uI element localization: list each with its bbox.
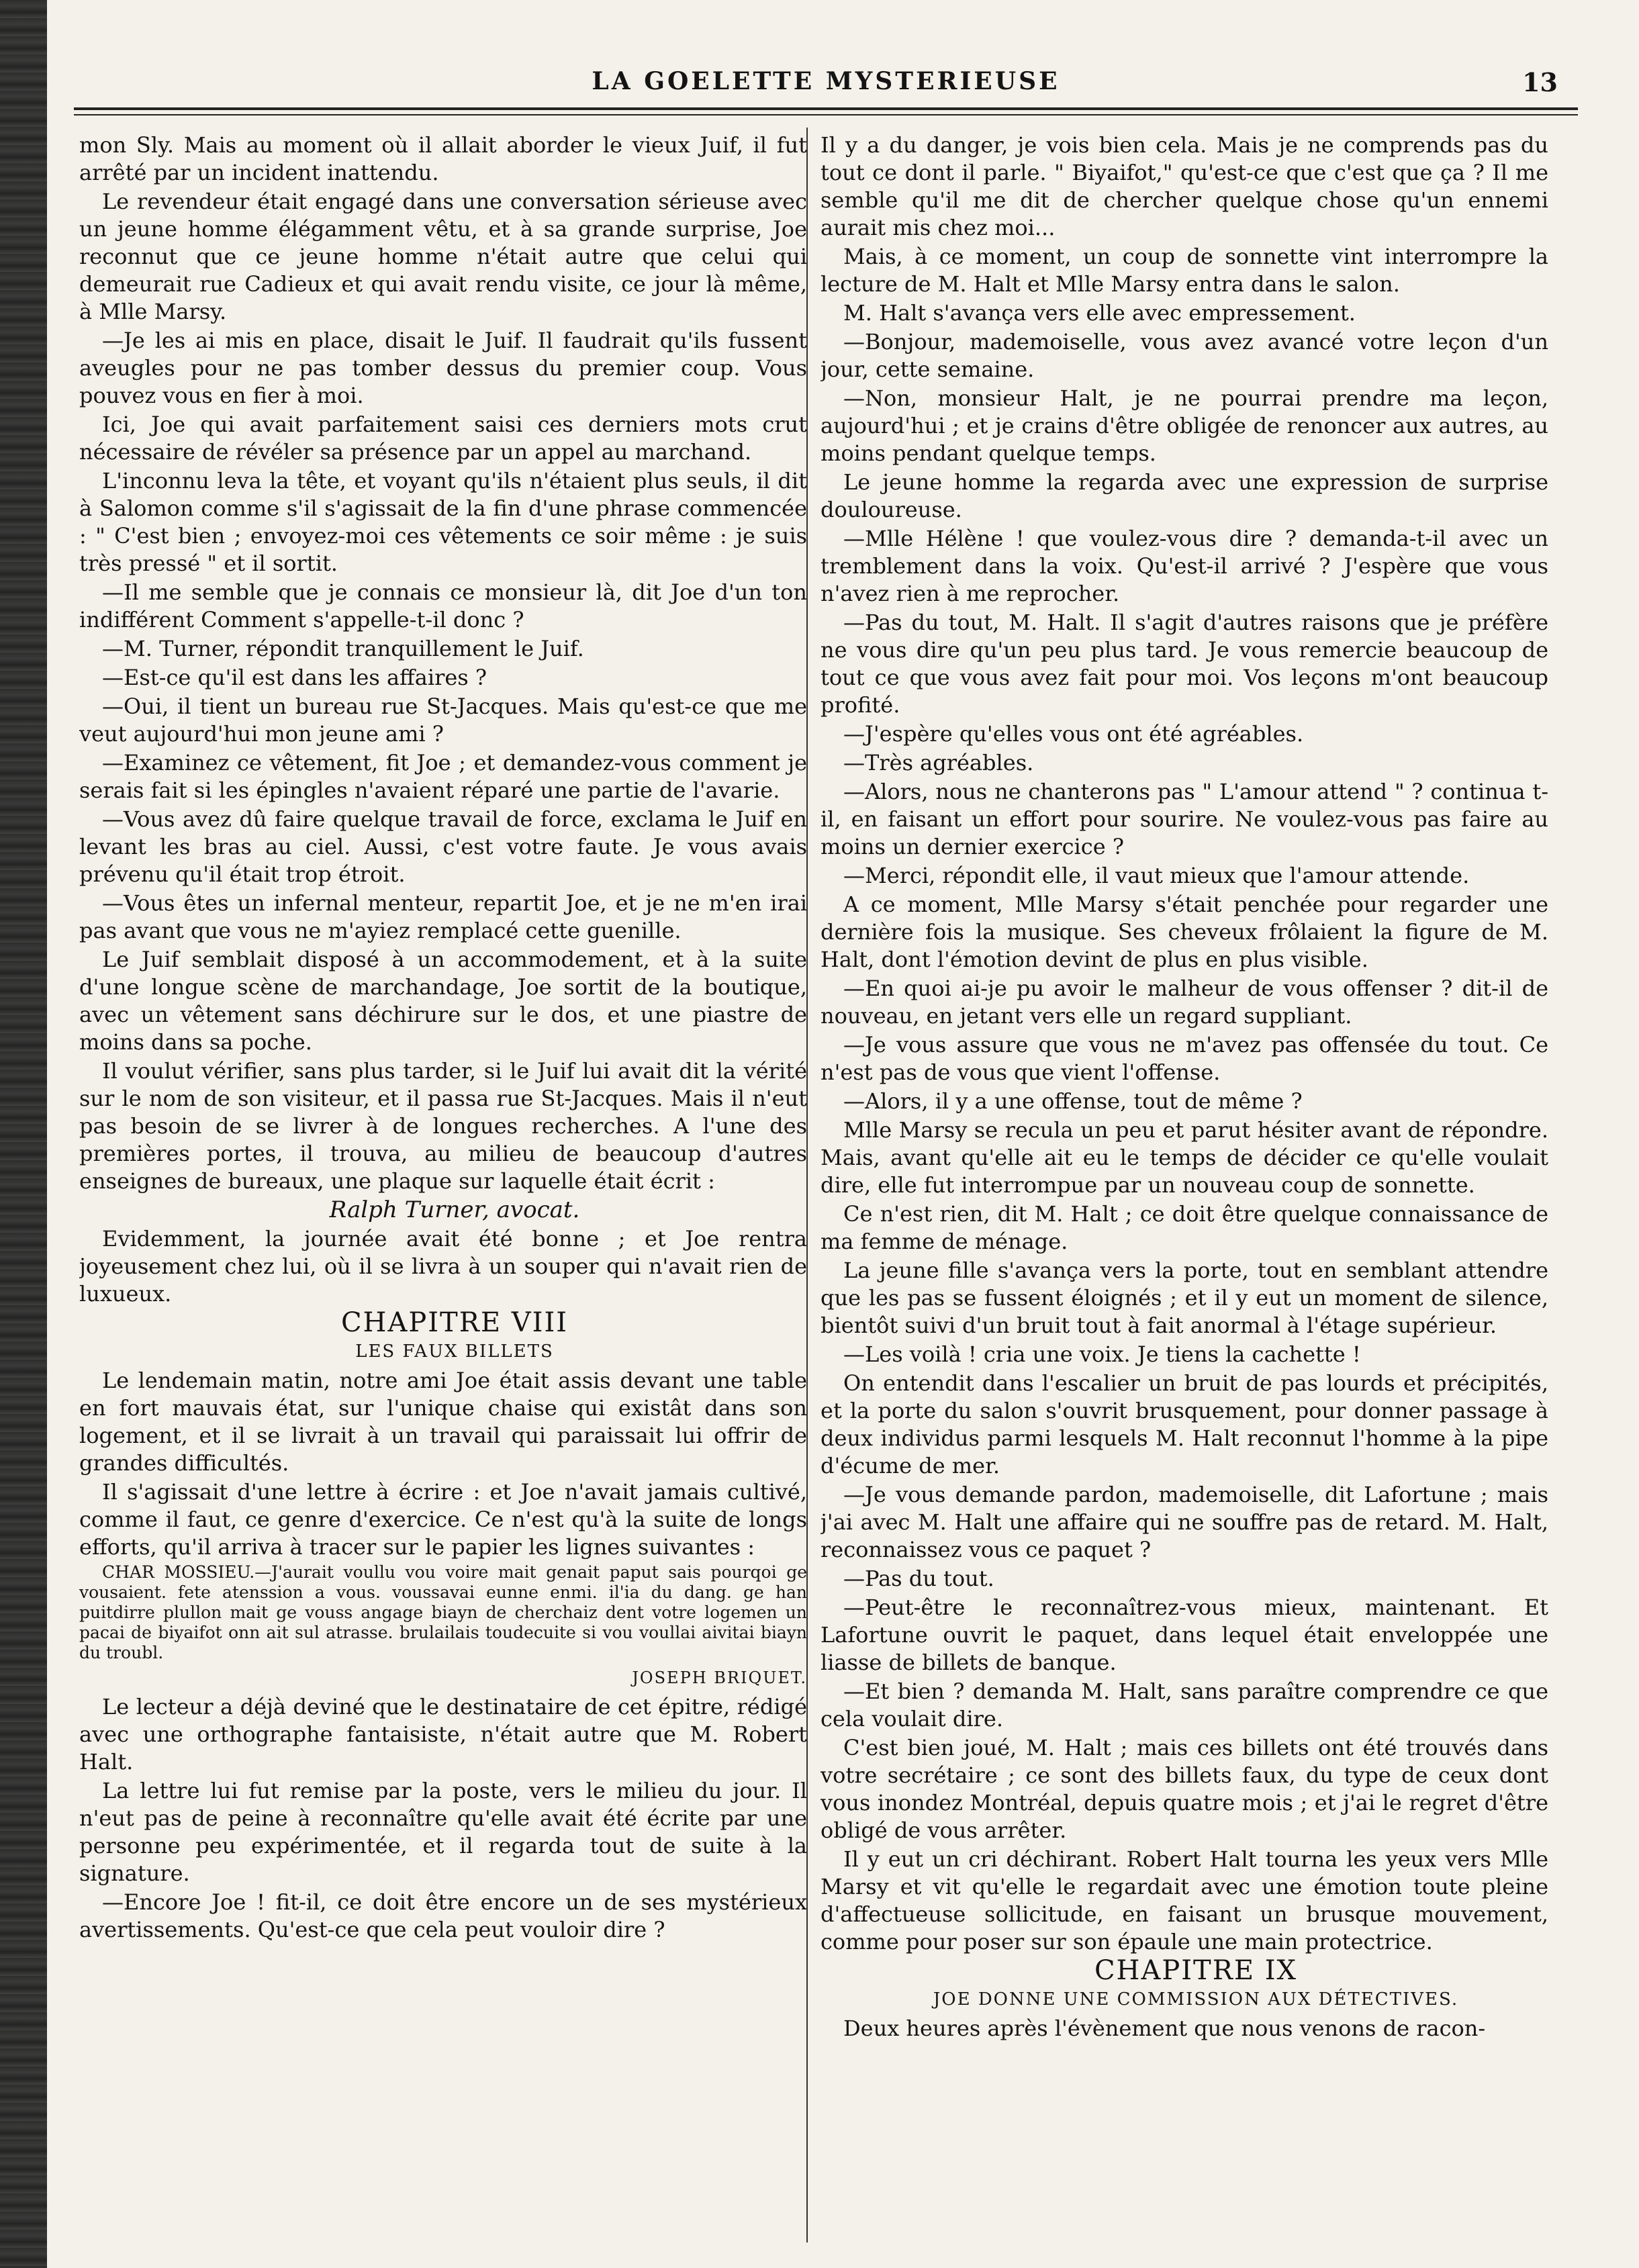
paragraph: —En quoi ai-je pu avoir le malheur de vous offenser ? dit-il de nouveau, en jetant vers elle un regard suppliant. [821,976,1548,1029]
paragraph: La lettre lui fut remise par la poste, vers le milieu du jour. Il n'eut pas de peine à reconnaître qu'elle avait été écrite par une personne peu expérimentée, et il regarda tout de suite à la signature. [79,1778,807,1886]
running-header [74,64,1578,105]
chapter-subtitle: LES FAUX BILLETS [355,1341,554,1362]
paragraph: Le jeune homme la regarda avec une expression de surprise douloureuse. [821,469,1548,522]
paragraph: Ce n'est rien, dit M. Halt ; ce doit être quelque connaissance de ma femme de ménage. [821,1201,1548,1254]
paragraph: —Pas du tout. [843,1566,994,1591]
left-column [79,132,807,2226]
header-rule-thin [74,114,1578,115]
paragraph: —Est-ce qu'il est dans les affaires ? [102,665,487,690]
running-title: LA GOELETTE MYSTERIEUSE [592,67,1060,95]
paragraph: Mlle Marsy se recula un peu et parut hésiter avant de répondre. Mais, avant qu'elle ait eu le temps de décider ce qu'elle voulait dire, elle fut interrompue par un nouveau coup de sonnette. [821,1117,1548,1198]
paragraph: M. Halt s'avança vers elle avec empressement. [843,300,1356,326]
paragraph: —Il me semble que je connais ce monsieur là, dit Joe d'un ton indifférent Comment s'appelle-t-il donc ? [79,579,807,632]
paragraph: La jeune fille s'avança vers la porte, tout en semblant attendre que les pas se fussent éloignés ; et il y eut un moment de silence, bientôt suivi d'un bruit tout à fait anormal à l'étage supérieur. [821,1258,1548,1338]
paragraph: —Alors, il y a une offense, tout de même ? [843,1088,1303,1114]
paragraph: Mais, à ce moment, un coup de sonnette vint interrompre la lecture de M. Halt et Mlle Marsy entra dans le salon. [821,244,1548,297]
paragraph: —Et bien ? demanda M. Halt, sans paraître comprendre ce que cela voulait dire. [821,1679,1548,1732]
paragraph: mon Sly. Mais au moment où il allait aborder le vieux Juif, il fut arrêté par un incident inattendu. [79,132,807,185]
paragraph: —M. Turner, répondit tranquillement le Juif. [102,636,584,661]
letter-text: CHAR MOSSIEU.—J'aurait voullu vou voire mait genait paput sais pourqoi ge vousaient. fete atenssion a vous. voussavai eunne enmi. il'ia du dang. ge han puitdirre plullon mait ge vouss angage biayn de cherchaiz dent votre logemen un pacai de biyaifot onn ait sul atrasse. brulailais toudecuite si vou voullai aivitai biayn du troubl. [79,1562,807,1662]
paragraph: —Merci, répondit elle, il vaut mieux que l'amour attende. [843,863,1470,888]
paragraph: Le lecteur a déjà deviné que le destinataire de cet épitre, rédigé avec une orthographe fantaisiste, n'était autre que M. Robert Halt. [79,1694,807,1775]
paragraph: —Oui, il tient un bureau rue St-Jacques. Mais qu'est-ce que me veut aujourd'hui mon jeune ami ? [79,694,807,747]
letter-signature: JOSEPH BRIQUET. [632,1668,807,1687]
paragraph: —Je vous assure que vous ne m'avez pas offensée du tout. Ce n'est pas de vous que vient l'offense. [821,1032,1548,1085]
paragraph: —Alors, nous ne chanterons pas " L'amour attend " ? continua t-il, en faisant un effort pour sourire. Ne voulez-vous pas faire au moins un dernier exercice ? [821,779,1548,859]
paragraph: Evidemment, la journée avait été bonne ; et Joe rentra joyeusement chez lui, où il se livra à un souper qui n'avait rien de luxueux. [79,1226,807,1307]
paragraph: —Pas du tout, M. Halt. Il s'agit d'autres raisons que je préfère ne vous dire qu'un peu plus tard. Je vous remercie beaucoup de tout ce que vous avez fait pour moi. Vos leçons m'ont beaucoup profité. [821,610,1548,718]
paragraph: —Je les ai mis en place, disait le Juif. Il faudrait qu'ils fussent aveugles pour ne pas tomber dessus du premier coup. Vous pouvez vous en fier à moi. [79,328,807,408]
paragraph: —Vous êtes un infernal menteur, repartit Joe, et je ne m'en irai pas avant que vous ne m'ayiez remplacé cette guenille. [79,890,807,943]
paragraph: —Bonjour, mademoiselle, vous avez avancé votre leçon d'un jour, cette semaine. [821,329,1548,382]
paragraph: C'est bien joué, M. Halt ; mais ces billets ont été trouvés dans votre secrétaire ; ce sont des billets faux, du type de ceux dont vous inondez Montréal, depuis quatre mois ; et j'ai le regret d'être obligé de vous arrêter. [821,1735,1548,1843]
paragraph: —Encore Joe ! fit-il, ce doit être encore un de ses mystérieux avertissements. Qu'est-ce que cela peut vouloir dire ? [79,1889,807,1942]
paragraph: —Non, monsieur Halt, je ne pourrai prendre ma leçon, aujourd'hui ; et je crains d'être obligée de renoncer aux autres, au moins pendant quelque temps. [821,385,1548,466]
paragraph: Il s'agissait d'une lettre à écrire : et Joe n'avait jamais cultivé, comme il faut, ce genre d'exercice. Ce n'est qu'à la suite de longs efforts, qu'il arriva à tracer sur le papier les lignes suivantes : [79,1479,807,1560]
paragraph: —Vous avez dû faire quelque travail de force, exclama le Juif en levant les bras au ciel. Aussi, c'est votre faute. Je vous avais prévenu qu'il était trop étroit. [79,806,807,887]
paragraph: Le Juif semblait disposé à un accommodement, et à la suite d'une longue scène de marchandage, Joe sortit de la boutique, avec un vêtement sans déchirure sur le dos, et une piastre de moins dans sa poche. [79,947,807,1055]
chapter-subtitle: JOE DONNE UNE COMMISSION AUX DÉTECTIVES. [933,1989,1459,2010]
paragraph: L'inconnu leva la tête, et voyant qu'ils n'étaient plus seuls, il dit à Salomon comme s'il s'agissait de la fin d'une phrase commencée : " C'est bien ; envoyez-moi ces vêtements ce soir même : je suis très pressé " et il sortit. [79,468,807,576]
paragraph: —Très agréables. [843,750,1034,775]
paragraph: —Je vous demande pardon, mademoiselle, dit Lafortune ; mais j'ai avec M. Halt une affaire qui ne souffre pas de retard. M. Halt, reconnaissez vous ce paquet ? [821,1482,1548,1562]
page-number: 13 [1522,67,1558,97]
column-divider [806,128,808,2242]
paragraph: On entendit dans l'escalier un bruit de pas lourds et précipités, et la porte du salon s'ouvrit brusquement, pour donner passage à deux individus parmi lesquels M. Halt reconnut l'homme à la pipe d'écume de mer. [821,1370,1548,1478]
chapter-title: CHAPITRE IX [1094,1955,1298,1986]
paragraph: Il y eut un cri déchirant. Robert Halt tourna les yeux vers Mlle Marsy et vit qu'elle le regardait avec une émotion toute pleine d'affectueuse sollicitude, en faisant un brusque mouvement, comme pour poser sur son épaule une main protectrice. [821,1846,1548,1954]
paragraph: —Mlle Hélène ! que voulez-vous dire ? demanda-t-il avec un tremblement dans la voix. Qu'est-il arrivé ? J'espère que vous n'avez rien à me reprocher. [821,526,1548,606]
page-binding-edge [0,0,47,2268]
paragraph: Deux heures après l'évènement que nous venons de racon- [843,2016,1486,2041]
paragraph: A ce moment, Mlle Marsy s'était penchée pour regarder une dernière fois la musique. Ses cheveux frôlaient la figure de M. Halt, dont l'émotion devint de plus en plus visible. [821,892,1548,972]
chapter-title: CHAPITRE VIII [340,1307,569,1338]
paragraph: Ici, Joe qui avait parfaitement saisi ces derniers mots crut nécessaire de révéler sa présence par un appel au marchand. [79,412,807,465]
paragraph: —Les voilà ! cria une voix. Je tiens la cachette ! [843,1341,1361,1367]
right-column [821,132,1548,2226]
office-sign: Ralph Turner, avocat. [329,1196,580,1223]
paragraph: —Peut-être le reconnaîtrez-vous mieux, maintenant. Et Lafortune ouvrit le paquet, dans lequel était enveloppée une liasse de billets de banque. [821,1595,1548,1675]
paragraph: —J'espère qu'elles vous ont été agréables. [843,721,1304,747]
header-rule [74,107,1578,110]
paragraph: —Examinez ce vêtement, fit Joe ; et demandez-vous comment je serais fait si les épingles n'avaient réparé une partie de l'avarie. [79,750,807,803]
paragraph: Il y a du danger, je vois bien cela. Mais je ne comprends pas du tout ce dont il parle. " Biyaifot," qu'est-ce que c'est que ça ? Il me semble qu'il me dit de chercher quelque chose qu'un ennemi aurait mis chez moi... [821,132,1548,240]
paragraph: Le lendemain matin, notre ami Joe était assis devant une table en fort mauvais état, sur l'unique chaise qui existât dans son logement, et il se livrait à un travail qui paraissait lui offrir de grandes difficultés. [79,1368,807,1476]
paragraph: Le revendeur était engagé dans une conversation sérieuse avec un jeune homme élégamment vêtu, et à sa grande surprise, Joe reconnut que ce jeune homme n'était autre que celui qui demeurait rue Cadieux et qui avait rendu visite, ce jour là même, à Mlle Marsy. [79,189,807,324]
paragraph: Il voulut vérifier, sans plus tarder, si le Juif lui avait dit la vérité sur le nom de son visiteur, et il passa rue St-Jacques. Mais il n'eut pas besoin de se livrer à de longues recherches. A l'une des premières portes, il trouva, au milieu de beaucoup d'autres enseignes de bureaux, une plaque sur laquelle était écrit : [79,1058,807,1194]
